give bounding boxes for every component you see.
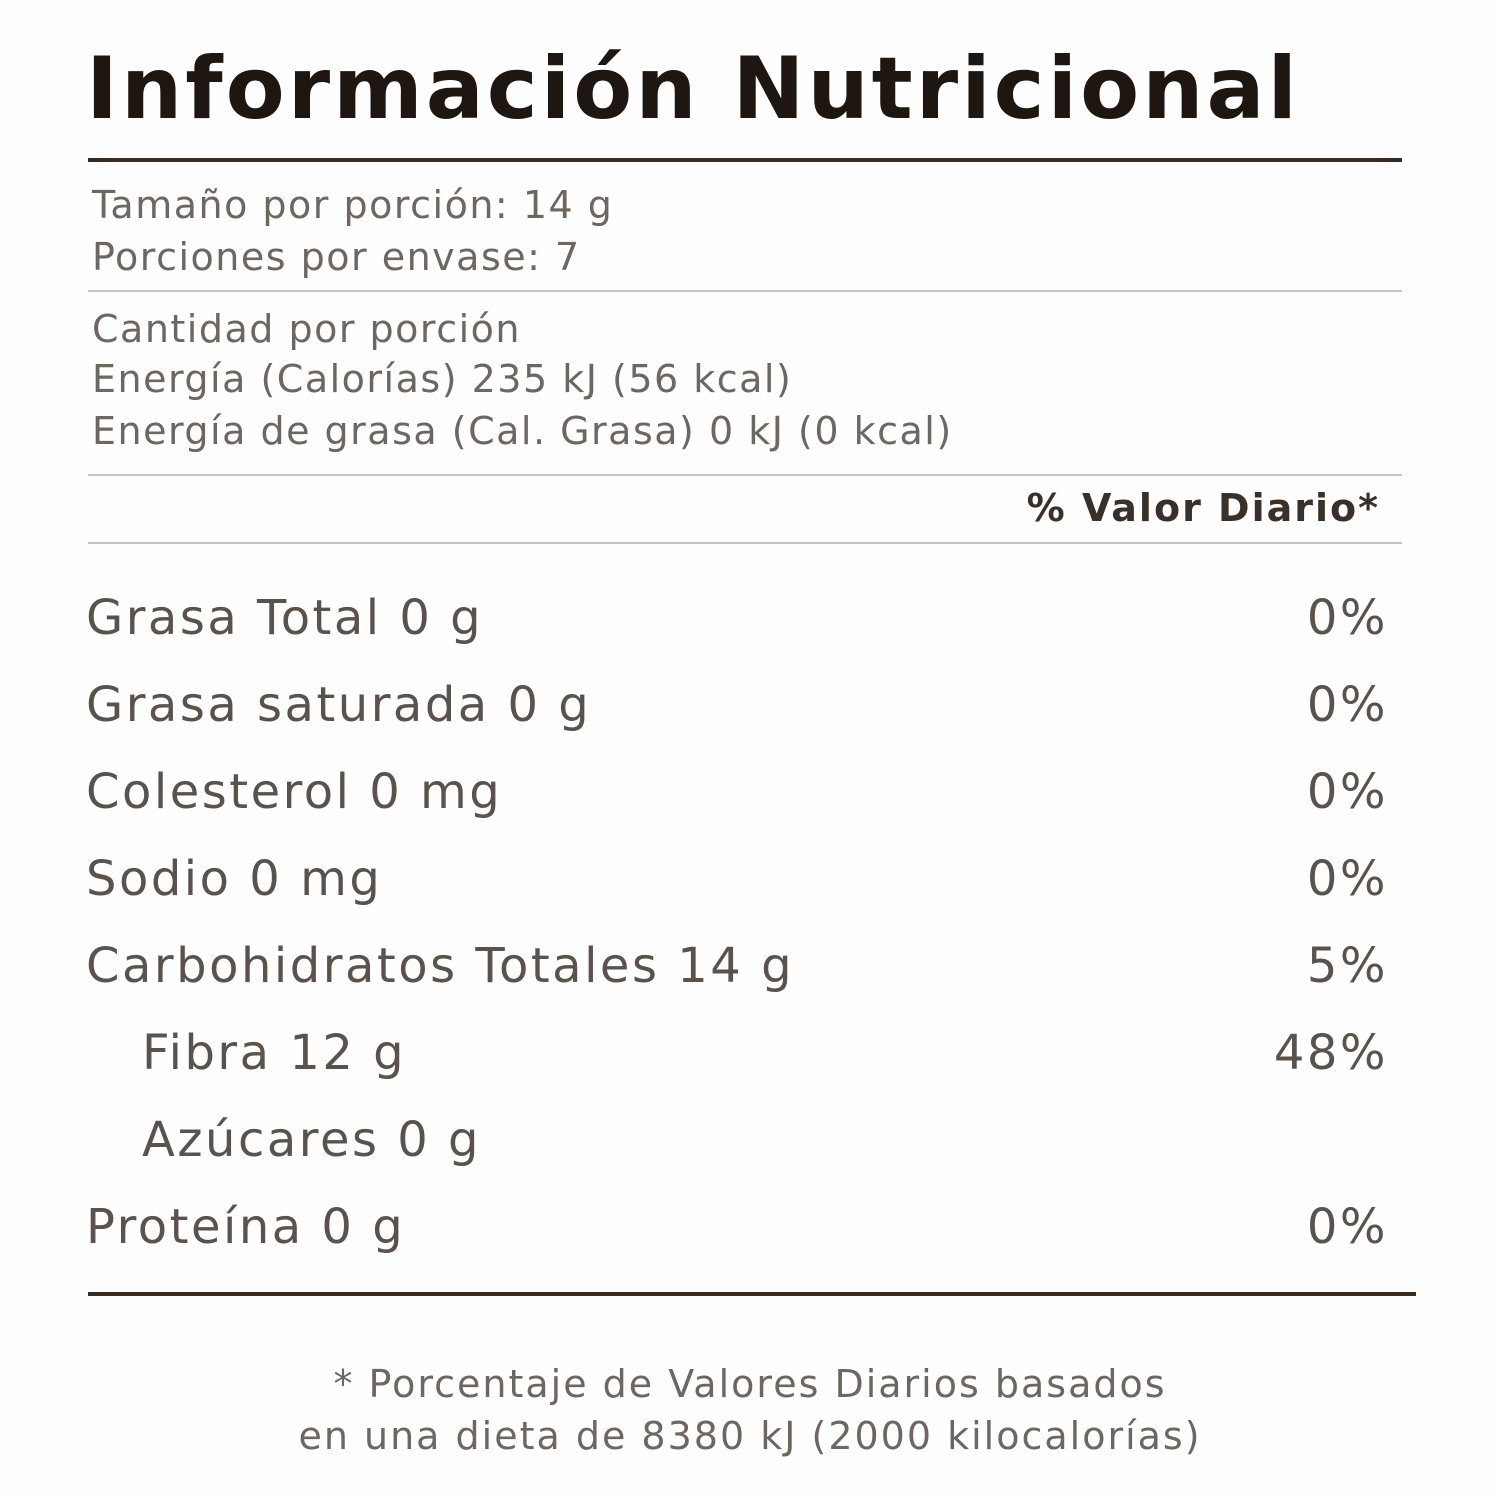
nutrient-daily-value: 5% xyxy=(1306,938,1388,994)
nutrient-row xyxy=(86,1199,1388,1259)
nutrient-name: Grasa saturada 0 g xyxy=(86,677,592,733)
footnote-line-2: en una dieta de 8380 kJ (2000 kilocalorías) xyxy=(298,1414,1202,1458)
nutrient-daily-value: 0% xyxy=(1306,1199,1388,1255)
nutrient-daily-value: 0% xyxy=(1306,677,1388,733)
serving-divider xyxy=(88,290,1402,292)
dv-divider xyxy=(88,542,1402,544)
nutrient-name: Carbohidratos Totales 14 g xyxy=(86,938,795,994)
nutrient-name: Proteína 0 g xyxy=(86,1199,406,1255)
label-title: Información Nutricional xyxy=(86,39,1300,139)
serving-size: Tamaño por porción: 14 g xyxy=(92,183,614,227)
nutrient-daily-value: 0% xyxy=(1306,764,1388,820)
nutrient-daily-value: 0% xyxy=(1306,590,1388,646)
nutrient-row xyxy=(86,1025,1388,1085)
nutrient-row xyxy=(86,938,1388,998)
nutrient-row xyxy=(86,764,1388,824)
nutrient-row xyxy=(86,851,1388,911)
energy-calories: Energía (Calorías) 235 kJ (56 kcal) xyxy=(92,357,793,401)
nutrient-row xyxy=(86,677,1388,737)
fat-energy: Energía de grasa (Cal. Grasa) 0 kJ (0 kcal) xyxy=(92,409,953,453)
nutrient-row xyxy=(86,1112,1388,1172)
servings-per-container: Porciones por envase: 7 xyxy=(92,235,581,279)
nutrient-row xyxy=(86,590,1388,650)
nutrient-name: Azúcares 0 g xyxy=(142,1112,481,1168)
footer-divider xyxy=(88,1292,1416,1296)
amount-per-serving: Cantidad por porción xyxy=(92,307,521,351)
nutrient-daily-value: 48% xyxy=(1273,1025,1388,1081)
title-divider xyxy=(88,158,1402,162)
energy-divider xyxy=(88,474,1402,476)
daily-value-header: % Valor Diario* xyxy=(1026,486,1380,530)
nutrient-name: Colesterol 0 mg xyxy=(86,764,503,820)
nutrient-name: Fibra 12 g xyxy=(142,1025,407,1081)
footnote-line-1: * Porcentaje de Valores Diarios basados xyxy=(333,1362,1167,1406)
nutrient-name: Grasa Total 0 g xyxy=(86,590,484,646)
nutrient-name: Sodio 0 mg xyxy=(86,851,383,907)
nutrient-daily-value: 0% xyxy=(1306,851,1388,907)
